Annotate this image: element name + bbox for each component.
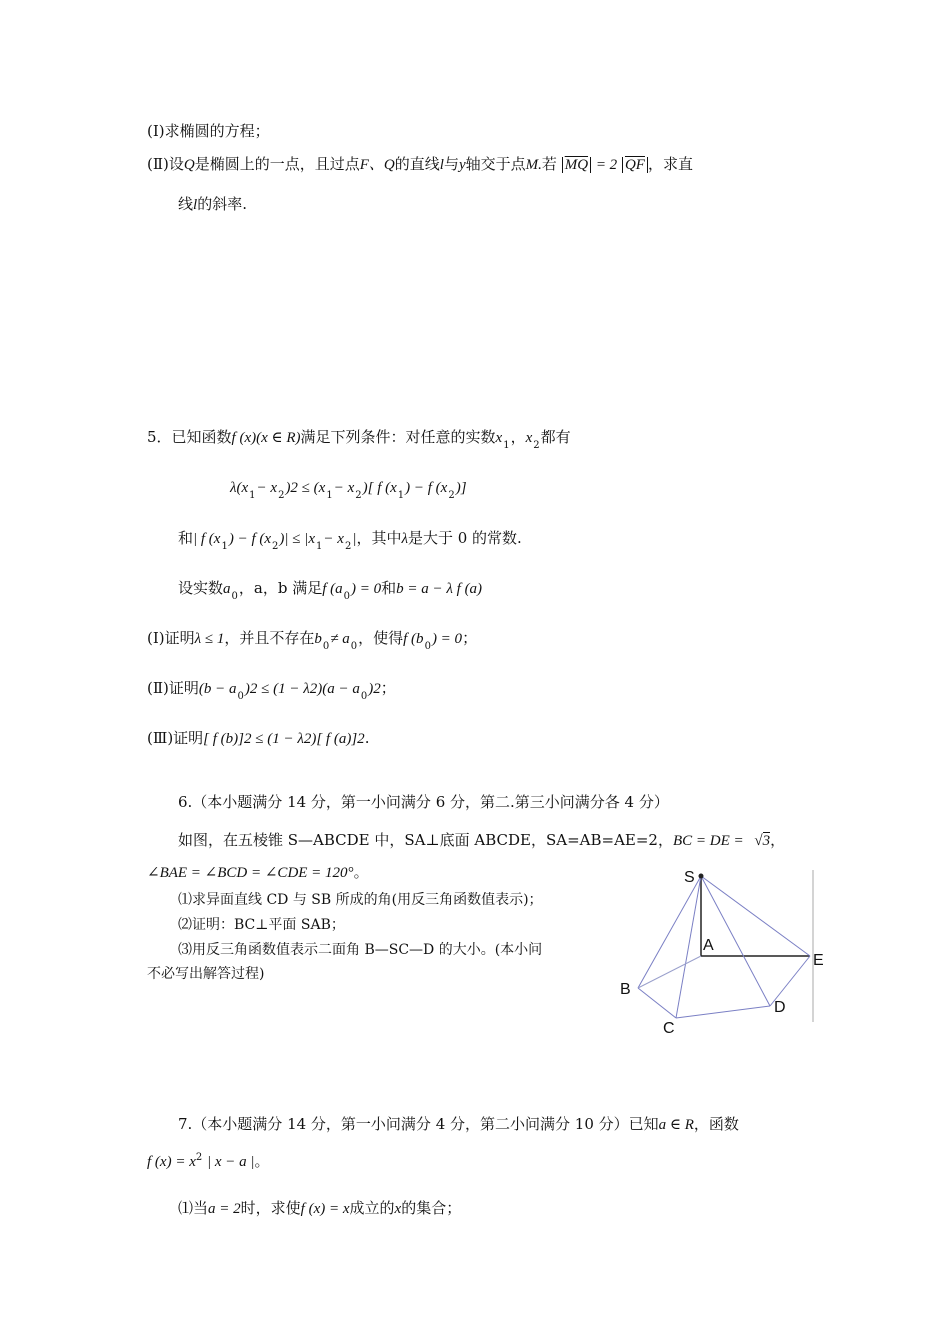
q6-sub3: ⑶用反三角函数值表示二面角 B—SC—D 的大小。(本小问 [178,942,543,958]
vector-qf: $\overline{QF}$ [622,157,648,173]
q6-title: 6.（本小题满分 14 分，第一小问满分 6 分，第二.第三小问满分各 4 分） [178,793,669,811]
q5-intro: 5．已知函数f (x)(x ∈ R)满足下列条件：对任意的实数$x_1$，$x_2$都有 [147,428,571,451]
vertex-s [699,874,704,879]
q7-function: f $(x) = x^2$ | x − a |。 [147,1152,270,1170]
edge-bc [638,988,676,1018]
q5-part2: (Ⅱ)证明$(b - a_0)2 \le (1 - \lambda 2)(a - a_0)2$； [147,679,396,702]
q4-part2-cont: 线l的斜率. [178,195,247,213]
q5-setup: 设实数$a_0$，a，b 满足f $(a_0) = 0$和b = a − λ f (a) [178,579,483,602]
q6-given: 如图，在五棱锥 S—ABCDE 中，SA⊥底面 ABCDE，SA=AB=AE=2，BC = DE = √3， [178,829,785,852]
q5-part1: (Ⅰ)证明λ ≤ 1，并且不存在$b_0\ne a_0$，使得f $(b_0) = 0$； [147,629,478,652]
q7-title: 7.（本小题满分 14 分，第一小问满分 4 分，第二小问满分 10 分）已知a ∈ R，函数 [178,1115,739,1133]
edge-cd [676,1006,770,1018]
label-s: S [684,869,695,886]
label-c: C [663,1020,675,1037]
label-a: A [703,937,714,954]
q5-condition1: $\lambda(x_1- x_2)2 \le (x_1- x_2)$[ f $(x_1) - f$ $(x_2)$] [230,480,467,501]
q5-condition2: 和| f $(x_1) - f$ $(x_2)| \le |x_1- x_2|$，其中λ是大于 0 的常数. [178,529,522,552]
q6-sub3-cont: 不必写出解答过程) [147,966,265,982]
pyramid-diagram [610,860,830,1040]
label-b: B [620,981,631,998]
edge-se [701,876,810,956]
q6-sub1: ⑴求异面直线 CD 与 SB 所成的角(用反三角函数值表示)； [178,892,543,908]
q6-sub2: ⑵证明：BC⊥平面 SAB； [178,917,345,933]
q4-part2: (Ⅱ)设Q是椭圆上的一点，且过点F、Q的直线l与y轴交于点M.若 $\overline{MQ} = 2$ $\overline{QF}$ ，求直 [147,155,693,173]
vector-mq: $\overline{MQ}$ [562,157,591,173]
q7-sub1: ⑴当a = 2时，求使f (x) = x成立的x的集合； [178,1199,462,1217]
q4-part1: (Ⅰ)求椭圆的方程； [147,122,270,140]
label-d: D [774,999,786,1016]
q5-part3: (Ⅲ)证明[ f (b)]2 ≤ (1 − λ2)[ f (a)]2. [147,729,370,747]
q6-angles: ∠BAE = ∠BCD = ∠CDE = 120°。 [147,863,369,881]
sqrt-3: √3 [754,833,771,849]
label-e: E [813,952,824,969]
